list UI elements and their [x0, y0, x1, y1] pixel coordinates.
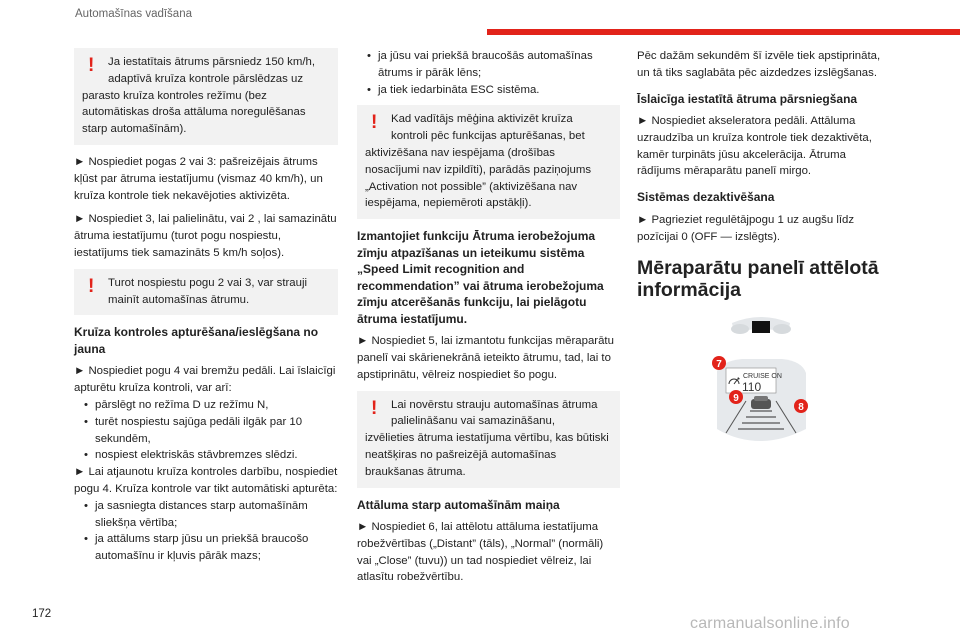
instrument-panel-figure [712, 311, 810, 441]
header-red-bar [487, 29, 960, 35]
warning-text-first: Lai novērstu strauju automašīnas ātruma palielināšanu vai samazināšanu, [391, 398, 598, 428]
heading-temporary-overspeed: Īslaicīga iestatītā ātruma pārsniegšana [637, 91, 858, 106]
warning-icon: ! [371, 397, 378, 419]
warning-text-rest: parasto kruīza kontroles režīmu (bez automātiskas droša attāluma noregulēšanas starp automašīnām). [82, 89, 306, 136]
instrument-panel-illustration [712, 311, 810, 441]
paragraph-resume: ► Lai atjaunotu kruīza kontroles darbību, nospiediet pogu 4. Kruīza kontrole var tikt automātiski apturēta: [74, 466, 338, 495]
paragraph-stop: ► Nospiediet pogu 4 vai bremžu pedāli. Lai īslaicīgi apturētu kruīza kontroli, var arī: [74, 365, 336, 395]
speed-value: 110 [742, 380, 762, 395]
paragraph-press-5: ► Nospiediet 5, lai izmantotu funkcijas mēraparātu panelī vai skārienekrānā ieteikto ātrumu, tad, lai to apstiprinātu, vēlreiz nospiediet šo pogu. [357, 335, 614, 381]
list-auto-stop [74, 498, 338, 565]
list-item: • pārslēgt no režīma D uz režīmu N, [74, 397, 338, 414]
callout-9-label: 9 [733, 393, 739, 405]
heading-deactivation: Sistēmas dezaktivēšana [637, 190, 775, 205]
column-1 [74, 48, 338, 565]
paragraph-activate: ► Nospiediet pogas 2 vai 3: pašreizējais ātrums kļūst par ātruma iestatījumu (vismaz 40 km/h), un kruīza kontrole tiek nekavējoties aktivizēta. [74, 155, 323, 202]
warning-box-activation [357, 105, 620, 219]
callout-8-label: 8 [798, 402, 804, 414]
column-3 [637, 48, 883, 441]
paragraph-adjust: ► Nospiediet 3, lai palielinātu, vai 2 , lai samazinātu ātruma iestatījumu (turot pogu nospiestu, iestatījums tiek samazināts 5 km/h soļos). [74, 213, 337, 259]
running-header: Automašīnas vadīšana [75, 8, 192, 20]
warning-box-speed-limit [74, 48, 338, 145]
warning-text-rest: aktivizēšana nav iespējama (drošības nosacījumi nav izpildīti), parādās paziņojums „Activation not possible” (aktivizēšana nav iespējama, nepiemēroti apstākļi). [365, 146, 592, 210]
list-item: • ja attālums starp jūsu un priekšā braucošo automašīnu ir kļuvis pārāk mazs; [74, 531, 338, 565]
list-item: • ja sasniegta distances starp automašīnām sliekšņa vērtība; [74, 498, 338, 532]
warning-text-first: Ja iestatītais ātrums pārsniedz 150 km/h, adaptīvā kruīza kontrole pārslēdzas uz [108, 56, 316, 85]
warning-text-first: Kad vadītājs mēģina aktivizēt kruīza kontroli pēc funkcijas apturēšanas, bet [391, 113, 585, 143]
paragraph-off: ► Pagrieziet regulētājpogu 1 uz augšu līdz pozīcijai 0 (OFF — izslēgts). [637, 213, 855, 243]
warning-icon: ! [88, 275, 95, 297]
page-number: 172 [32, 608, 52, 620]
list-stop-options [74, 397, 338, 464]
cluster-dial-left-icon [731, 324, 749, 334]
cluster-dial-right-icon [773, 324, 791, 334]
heading-distance-change: Attāluma starp automašīnām maiņa [357, 497, 560, 512]
warning-text: Turot nospiestu pogu 2 vai 3, var strauji mainīt automašīnas ātrumu. [108, 276, 308, 306]
list-item: • nospiest elektriskās stāvbremzes slēdzi. [74, 447, 338, 464]
watermark: carmanualsonline.info [690, 615, 850, 632]
warning-icon: ! [371, 112, 378, 134]
warning-icon: ! [88, 55, 95, 76]
list-item: • turēt nospiestu sajūga pedāli ilgāk par 10 sekundēm, [74, 414, 338, 448]
paragraph-accelerator: ► Nospiediet akseleratora pedāli. Attāluma uzraudzība un kruīza kontrole tiek dezaktivēta, kamēr turpināts jūsu akcelerācija. Ātruma rādījums mēraparātu panelī mirgo. [637, 115, 872, 178]
column-2 [357, 48, 620, 593]
heading-stop-resume: Kruīza kontroles apturēšana/ieslēgšana no jauna [74, 325, 319, 356]
paragraph-press-6: ► Nospiediet 6, lai attēlotu attāluma iestatījuma robežvērtības („Distant” (tāls), „Normal” (normāli) vai „Close” (tuvu)) un tad nospiediet vēlreiz, lai atlasītu robežvērtību. [357, 521, 604, 584]
heading-speed-limit-recognition: Izmantojiet funkciju Ātruma ierobežojuma zīmju atpazīšanas un ieteikumu sistēma „Speed Limit recognition and recommendation” vai ātruma ierobežojuma zīmju atcerēšanās funkciju, lai pielāgotu ātruma iestatījumu. [357, 229, 604, 326]
warning-box-hold-button [74, 269, 338, 316]
warning-box-sudden-change [357, 391, 620, 488]
list-auto-stop-continued [357, 48, 620, 98]
callout-7-label: 7 [716, 359, 722, 371]
cluster-screen-icon [752, 321, 770, 333]
list-item: • ja jūsu vai priekšā braucošās automašīnas ātrums ir pārāk lēns; [357, 48, 620, 82]
paragraph-confirm: Pēc dažām sekundēm šī izvēle tiek apstiprināta, un tā tiks saglabāta pēc aizdedzes izslēgšanas. [637, 50, 881, 79]
heading-instrument-panel: Mēraparātu panelī attēlotā informācija [637, 257, 879, 302]
warning-text-rest: izvēlieties ātruma iestatījuma vērtību, kas būtiski neatšķiras no pašreizējā automašīnas braukšanas ātruma. [365, 432, 609, 478]
cruise-label: CRUISE ON [743, 373, 782, 381]
list-item: • ja tiek iedarbināta ESC sistēma. [357, 82, 620, 99]
